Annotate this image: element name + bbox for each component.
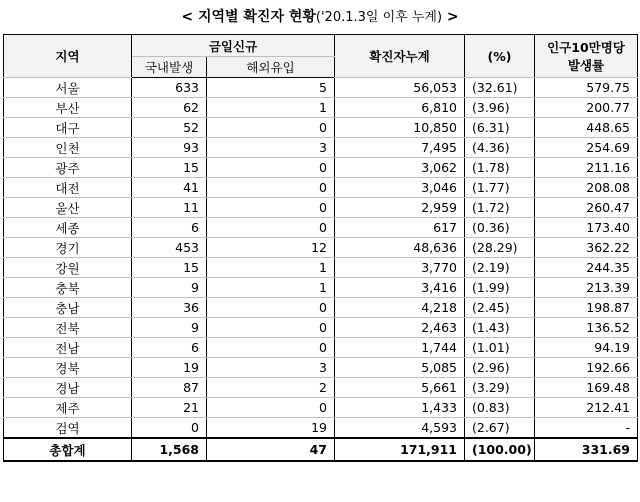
- table-row: [4, 118, 638, 138]
- rate-cell: 211.16: [535, 158, 638, 178]
- cumulative-cell: 617: [335, 218, 465, 238]
- percent-cell: (2.19): [465, 258, 535, 278]
- overseas-cell: 0: [207, 178, 335, 198]
- rate-cell: 260.47: [535, 198, 638, 218]
- region-cell: 경북: [4, 358, 132, 378]
- header-percent: (%): [465, 35, 535, 78]
- cumulative-cell: 3,046: [335, 178, 465, 198]
- rate-cell: 212.41: [535, 398, 638, 418]
- region-cell: 대구: [4, 118, 132, 138]
- region-cell: 총합계: [4, 438, 132, 461]
- rate-cell: 254.69: [535, 138, 638, 158]
- region-cell: 경남: [4, 378, 132, 398]
- table-row: [4, 78, 638, 98]
- rate-cell: 169.48: [535, 378, 638, 398]
- overseas-cell: 2: [207, 378, 335, 398]
- table-row: [4, 98, 638, 118]
- region-cell: 검역: [4, 418, 132, 439]
- table-body: [4, 78, 638, 462]
- percent-cell: (6.31): [465, 118, 535, 138]
- covid-region-table: [3, 34, 638, 462]
- cumulative-cell: 6,810: [335, 98, 465, 118]
- domestic-cell: 15: [132, 158, 207, 178]
- header-domestic: 국내발생: [132, 57, 207, 78]
- overseas-cell: 1: [207, 258, 335, 278]
- cumulative-cell: 56,053: [335, 78, 465, 98]
- domestic-cell: 6: [132, 218, 207, 238]
- domestic-cell: 9: [132, 318, 207, 338]
- table-row: [4, 258, 638, 278]
- overseas-cell: 0: [207, 318, 335, 338]
- region-cell: 인천: [4, 138, 132, 158]
- domestic-cell: 21: [132, 398, 207, 418]
- table-row: [4, 238, 638, 258]
- region-cell: 대전: [4, 178, 132, 198]
- overseas-cell: 0: [207, 118, 335, 138]
- region-cell: 세종: [4, 218, 132, 238]
- table-row: [4, 418, 638, 439]
- table-row: [4, 398, 638, 418]
- cumulative-cell: 3,062: [335, 158, 465, 178]
- rate-cell: 362.22: [535, 238, 638, 258]
- region-cell: 전남: [4, 338, 132, 358]
- rate-cell: 448.65: [535, 118, 638, 138]
- domestic-cell: 87: [132, 378, 207, 398]
- overseas-cell: 5: [207, 78, 335, 98]
- table-row: [4, 178, 638, 198]
- cumulative-cell: 48,636: [335, 238, 465, 258]
- percent-cell: (3.96): [465, 98, 535, 118]
- percent-cell: (1.72): [465, 198, 535, 218]
- percent-cell: (1.01): [465, 338, 535, 358]
- percent-cell: (2.45): [465, 298, 535, 318]
- region-cell: 충남: [4, 298, 132, 318]
- cumulative-cell: 3,416: [335, 278, 465, 298]
- table-row: [4, 198, 638, 218]
- overseas-cell: 12: [207, 238, 335, 258]
- region-cell: 서울: [4, 78, 132, 98]
- domestic-cell: 36: [132, 298, 207, 318]
- domestic-cell: 1,568: [132, 438, 207, 461]
- cumulative-cell: 2,463: [335, 318, 465, 338]
- rate-cell: 198.87: [535, 298, 638, 318]
- rate-cell: 94.19: [535, 338, 638, 358]
- table-row: [4, 358, 638, 378]
- cumulative-cell: 5,661: [335, 378, 465, 398]
- region-cell: 광주: [4, 158, 132, 178]
- rate-cell: 136.52: [535, 318, 638, 338]
- percent-cell: (1.99): [465, 278, 535, 298]
- title-main: < 지역별 확진자 현황: [181, 9, 316, 25]
- percent-cell: (2.67): [465, 418, 535, 439]
- percent-cell: (1.77): [465, 178, 535, 198]
- rate-cell: 208.08: [535, 178, 638, 198]
- percent-cell: (1.78): [465, 158, 535, 178]
- cumulative-cell: 1,433: [335, 398, 465, 418]
- region-cell: 울산: [4, 198, 132, 218]
- domestic-cell: 93: [132, 138, 207, 158]
- overseas-cell: 0: [207, 298, 335, 318]
- table-row: [4, 158, 638, 178]
- region-cell: 경기: [4, 238, 132, 258]
- percent-cell: (100.00): [465, 438, 535, 461]
- rate-cell: 244.35: [535, 258, 638, 278]
- region-cell: 제주: [4, 398, 132, 418]
- rate-cell: 331.69: [535, 438, 638, 461]
- overseas-cell: 0: [207, 398, 335, 418]
- overseas-cell: 0: [207, 338, 335, 358]
- total-row: [4, 438, 638, 461]
- domestic-cell: 0: [132, 418, 207, 439]
- table-row: [4, 378, 638, 398]
- rate-cell: 213.39: [535, 278, 638, 298]
- rate-cell: 192.66: [535, 358, 638, 378]
- header-region: 지역: [4, 35, 132, 78]
- percent-cell: (4.36): [465, 138, 535, 158]
- header-overseas: 해외유입: [207, 57, 335, 78]
- domestic-cell: 633: [132, 78, 207, 98]
- domestic-cell: 453: [132, 238, 207, 258]
- table-title: [0, 0, 640, 34]
- percent-cell: (1.43): [465, 318, 535, 338]
- percent-cell: (32.61): [465, 78, 535, 98]
- domestic-cell: 62: [132, 98, 207, 118]
- title-suffix: >: [446, 9, 459, 25]
- region-cell: 부산: [4, 98, 132, 118]
- overseas-cell: 3: [207, 138, 335, 158]
- header-cumulative: 확진자누계: [335, 35, 465, 78]
- cumulative-cell: 4,218: [335, 298, 465, 318]
- rate-cell: -: [535, 418, 638, 439]
- cumulative-cell: 5,085: [335, 358, 465, 378]
- overseas-cell: 0: [207, 198, 335, 218]
- header-per100k: 인구10만명당 발생률: [535, 35, 638, 78]
- percent-cell: (0.83): [465, 398, 535, 418]
- percent-cell: (3.29): [465, 378, 535, 398]
- table-row: [4, 298, 638, 318]
- overseas-cell: 47: [207, 438, 335, 461]
- region-cell: 강원: [4, 258, 132, 278]
- domestic-cell: 41: [132, 178, 207, 198]
- cumulative-cell: 2,959: [335, 198, 465, 218]
- table-row: [4, 218, 638, 238]
- region-cell: 충북: [4, 278, 132, 298]
- domestic-cell: 9: [132, 278, 207, 298]
- header-today-new: 금일신규: [132, 35, 335, 57]
- cumulative-cell: 10,850: [335, 118, 465, 138]
- percent-cell: (0.36): [465, 218, 535, 238]
- overseas-cell: 19: [207, 418, 335, 439]
- overseas-cell: 0: [207, 158, 335, 178]
- percent-cell: (2.96): [465, 358, 535, 378]
- domestic-cell: 19: [132, 358, 207, 378]
- table-row: [4, 138, 638, 158]
- table-row: [4, 338, 638, 358]
- cumulative-cell: 1,744: [335, 338, 465, 358]
- overseas-cell: 3: [207, 358, 335, 378]
- table-row: [4, 318, 638, 338]
- overseas-cell: 1: [207, 98, 335, 118]
- cumulative-cell: 3,770: [335, 258, 465, 278]
- region-cell: 전북: [4, 318, 132, 338]
- domestic-cell: 52: [132, 118, 207, 138]
- cumulative-cell: 7,495: [335, 138, 465, 158]
- percent-cell: (28.29): [465, 238, 535, 258]
- domestic-cell: 11: [132, 198, 207, 218]
- rate-cell: 200.77: [535, 98, 638, 118]
- rate-cell: 579.75: [535, 78, 638, 98]
- cumulative-cell: 4,593: [335, 418, 465, 439]
- rate-cell: 173.40: [535, 218, 638, 238]
- cumulative-cell: 171,911: [335, 438, 465, 461]
- overseas-cell: 1: [207, 278, 335, 298]
- domestic-cell: 15: [132, 258, 207, 278]
- title-note: ('20.1.3일 이후 누계): [315, 10, 443, 25]
- domestic-cell: 6: [132, 338, 207, 358]
- overseas-cell: 0: [207, 218, 335, 238]
- table-row: [4, 278, 638, 298]
